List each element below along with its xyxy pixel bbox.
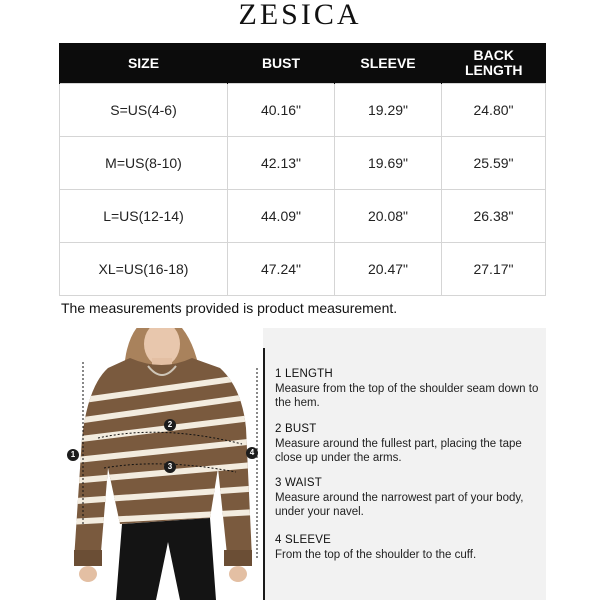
table-cell: 42.13" bbox=[228, 137, 335, 190]
table-cell: 47.24" bbox=[228, 243, 335, 296]
measurement-guide-panel bbox=[263, 328, 546, 600]
marker-4-badge: 4 bbox=[246, 447, 258, 459]
header-size: SIZE bbox=[60, 43, 228, 84]
table-cell: 44.09" bbox=[228, 190, 335, 243]
table-cell: 24.80" bbox=[442, 84, 546, 137]
guide-item-title: 1 LENGTH bbox=[275, 368, 333, 380]
pants bbox=[116, 518, 216, 600]
header-back-length: BACK LENGTH bbox=[442, 43, 546, 84]
table-cell: 40.16" bbox=[228, 84, 335, 137]
table-cell: M=US(8-10) bbox=[60, 137, 228, 190]
guide-item-desc: Measure from the top of the shoulder seam down to the hem. bbox=[275, 382, 539, 409]
guide-item-length bbox=[275, 367, 543, 411]
brand-logo: ZESICA bbox=[238, 0, 362, 31]
table-cell: XL=US(16-18) bbox=[60, 243, 228, 296]
table-header-row bbox=[60, 43, 546, 84]
table-row bbox=[60, 84, 546, 137]
table-row bbox=[60, 137, 546, 190]
marker-1-badge: 1 bbox=[67, 449, 79, 461]
table-cell: S=US(4-6) bbox=[60, 84, 228, 137]
table-cell: 20.47" bbox=[335, 243, 442, 296]
table-cell: 27.17" bbox=[442, 243, 546, 296]
guide-item-waist bbox=[275, 476, 543, 520]
right-cuff bbox=[224, 550, 252, 566]
guide-item-title: 3 WAIST bbox=[275, 477, 322, 489]
right-hand bbox=[229, 566, 247, 582]
guide-divider bbox=[263, 348, 265, 600]
guide-item-title: 4 SLEEVE bbox=[275, 534, 331, 546]
guide-item-desc: Measure around the fullest part, placing the tape close up under the arms. bbox=[275, 437, 522, 464]
table-cell: 19.29" bbox=[335, 84, 442, 137]
guide-item-sleeve bbox=[275, 533, 543, 562]
table-cell: 19.69" bbox=[335, 137, 442, 190]
size-chart-table bbox=[59, 43, 546, 296]
sweater-illustration bbox=[60, 328, 265, 600]
table-cell: 20.08" bbox=[335, 190, 442, 243]
measurement-note: The measurements provided is product measurement. bbox=[61, 300, 398, 316]
left-hand bbox=[79, 566, 97, 582]
guide-item-desc: Measure around the narrowest part of your body, under your navel. bbox=[275, 491, 524, 518]
table-row bbox=[60, 243, 546, 296]
table-cell: 26.38" bbox=[442, 190, 546, 243]
model-photo bbox=[60, 328, 265, 600]
table-cell: L=US(12-14) bbox=[60, 190, 228, 243]
guide-item-desc: From the top of the shoulder to the cuff. bbox=[275, 548, 477, 561]
marker-2-badge: 2 bbox=[164, 419, 176, 431]
left-cuff bbox=[74, 550, 102, 566]
marker-3-badge: 3 bbox=[164, 461, 176, 473]
table-cell: 25.59" bbox=[442, 137, 546, 190]
header-sleeve: SLEEVE bbox=[335, 43, 442, 84]
guide-item-bust bbox=[275, 422, 543, 466]
header-bust: BUST bbox=[228, 43, 335, 84]
table-row bbox=[60, 190, 546, 243]
guide-item-title: 2 BUST bbox=[275, 423, 317, 435]
